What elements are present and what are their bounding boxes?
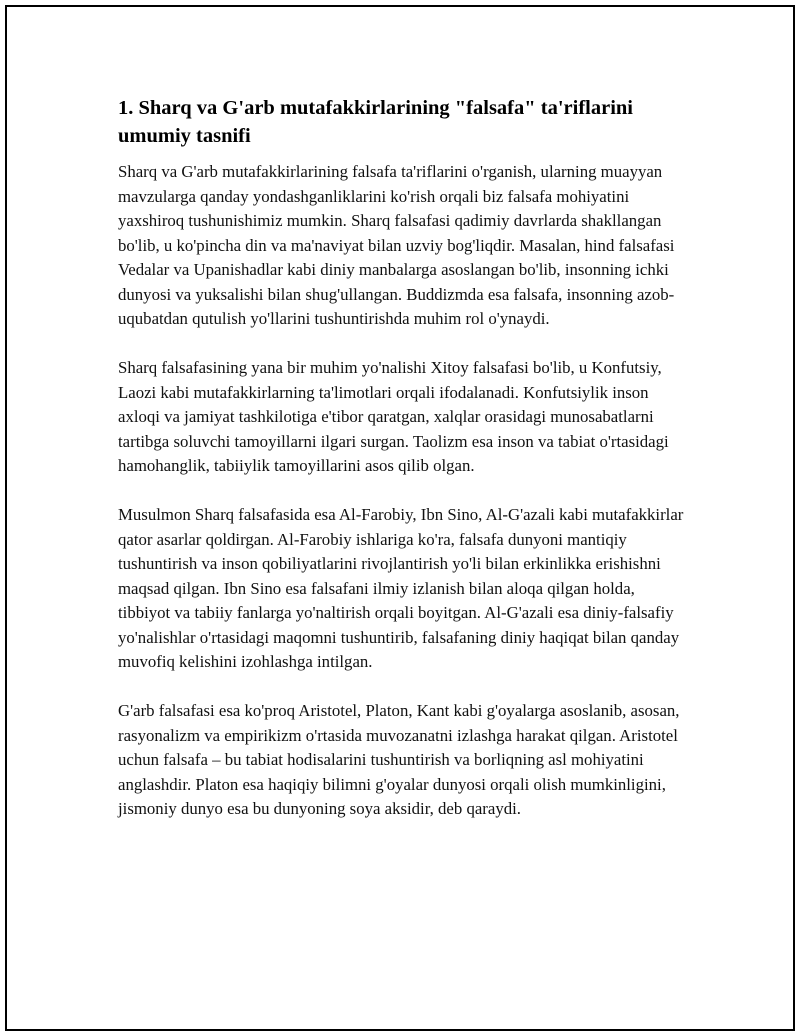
paragraph-eastern-philosophy: Sharq va G'arb mutafakkirlarining falsafa ta'riflarini o'rganish, ularning muayyan mavzularga qanday yondashganliklarini ko'rish orqali biz falsafa mohiyatini yaxshiroq tushunishimiz mumkin. Sharq falsafasi qadimiy davrlarda shakllangan bo'lib, u ko'pincha din va ma'naviyat bilan uzviy bog'liqdir. Masalan, hind falsafasi Vedalar va Upanishadlar kabi diniy manbalarga asoslangan bo'lib, insonning ichki dunyosi va yuksalishi bilan shug'ullangan. Buddizmda esa falsafa, insonning azob-uqubatdan qutulish yo'llarini tushuntirishda muhim rol o'ynaydi. (118, 162, 675, 328)
section-heading: 1. Sharq va G'arb mutafakkirlarining "falsafa" ta'riflarini umumiy tasnifi (118, 97, 633, 147)
document-body (118, 94, 688, 846)
paragraph-chinese-philosophy: Sharq falsafasining yana bir muhim yo'nalishi Xitoy falsafasi bo'lib, u Konfutsiy, Laozi kabi mutafakkirlarning ta'limotlari orqali ifodalanadi. Konfutsiylik inson axloqi va jamiyat tashkilotiga e'tibor qaratgan, xalqlar orasidagi munosabatlarni tartibga soluvchi tamoyillarni ilgari surgan. Taolizm esa inson va tabiat o'rtasidagi hamohanglik, tabiiylik tamoyillarini asos qilib olgan. (118, 358, 669, 475)
paragraph-muslim-philosophy: Musulmon Sharq falsafasida esa Al-Farobiy, Ibn Sino, Al-G'azali kabi mutafakkirlar qator asarlar qoldirgan. Al-Farobiy ishlariga ko'ra, falsafa dunyoni mantiqiy tushuntirish va inson qobiliyatlarini rivojlantirish yo'li bilan erkinlikka erishishni maqsad qilgan. Ibn Sino esa falsafani ilmiy izlanish bilan aloqa qilgan holda, tibbiyot va tabiiy fanlarga yo'naltirish orqali boyitgan. Al-G'azali esa diniy-falsafiy yo'nalishlar o'rtasidagi maqomni tushuntirib, falsafaning diniy haqiqat bilan qanday muvofiq kelishini izohlashga intilgan. (118, 505, 684, 671)
paragraph-western-philosophy: G'arb falsafasi esa ko'proq Aristotel, Platon, Kant kabi g'oyalarga asoslanib, asosan, rasyonalizm va empirikizm o'rtasida muvozanatni izlashga harakat qilgan. Aristotel uchun falsafa – bu tabiat hodisalarini tushuntirish va borliqning asl mohiyatini anglashdir. Platon esa haqiqiy bilimni g'oyalar dunyosi orqali olish mumkinligini, jismoniy dunyo esa bu dunyoning soya aksidir, deb qaraydi. (118, 701, 680, 818)
